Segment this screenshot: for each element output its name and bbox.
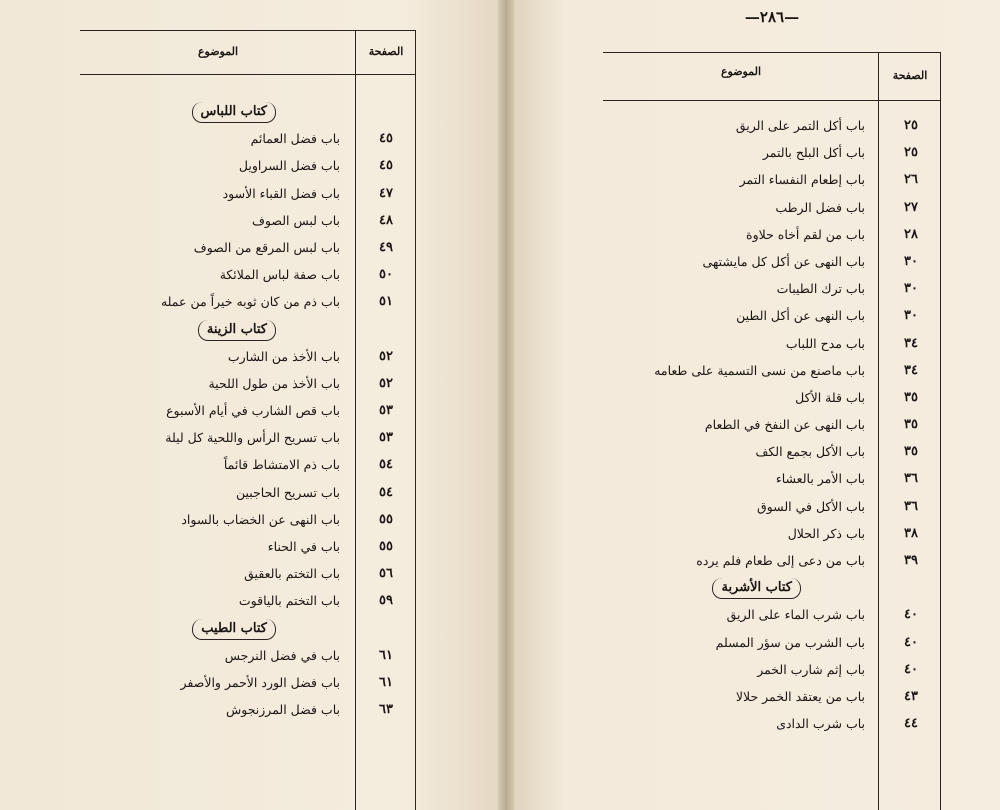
page-ref: ٦١ [379, 647, 393, 663]
page-ref: ٤٩ [379, 239, 393, 255]
table-header-rule [603, 100, 941, 101]
contents-row [80, 125, 416, 152]
page-ref: ٣٨ [904, 525, 918, 541]
page-ref: ٥٥ [379, 511, 393, 527]
page-ref: ٤٥ [379, 158, 393, 174]
page-ref: ٤٠ [904, 634, 918, 650]
contents-row [603, 601, 941, 628]
page-ref: ٥٩ [379, 593, 393, 609]
page-ref: ٣٥ [904, 444, 918, 460]
contents-row [80, 587, 416, 614]
contents-row [80, 669, 416, 696]
page-ref: ٦١ [379, 674, 393, 690]
contents-row [603, 384, 941, 411]
chapter-title: باب فضل القباء الأسود [222, 185, 340, 201]
page-ref: ٥٢ [379, 348, 393, 364]
book-gutter [498, 0, 514, 810]
page-ref: ٤٣ [904, 688, 918, 704]
page-ref: ٤٠ [904, 661, 918, 677]
contents-row [603, 221, 941, 248]
page-ref: ٢٥ [904, 145, 918, 161]
chapter-title: باب تسريح الرأس واللحية كل ليلة [165, 430, 340, 446]
number-column-header: الصفحة [368, 45, 404, 58]
chapter-title: باب فضل المرزنجوش [226, 702, 340, 718]
contents-row [80, 343, 416, 370]
left-contents-table [80, 30, 416, 810]
contents-row [80, 642, 416, 669]
contents-row [603, 710, 941, 737]
page-ref: ٣٥ [904, 389, 918, 405]
page-ref: ٤٥ [379, 131, 393, 147]
contents-row [80, 152, 416, 179]
contents-row [80, 261, 416, 288]
chapter-title: باب النهى عن الخضاب بالسواد [181, 511, 340, 527]
page-ref: ٢٥ [904, 118, 918, 133]
chapter-title: باب ذم الامتشاط قائماً [223, 457, 340, 473]
chapter-title: باب إثم شارب الخمر [757, 661, 865, 677]
chapter-title: باب الأكل في السوق [757, 498, 865, 514]
contents-row [603, 656, 941, 683]
chapter-title: باب تسريح الحاجبين [235, 484, 340, 500]
chapter-title: باب ماصنع من نسى التسمية على طعامه [654, 362, 865, 378]
section-title: كتاب اللباس [192, 102, 276, 123]
page-ref: ٥٤ [379, 457, 393, 473]
contents-row [80, 506, 416, 533]
page-ref: ٥٥ [379, 539, 393, 554]
page-ref: ٤٧ [379, 185, 393, 201]
chapter-title: باب لبس الصوف [251, 212, 340, 228]
page-ref: ٦٣ [379, 702, 393, 718]
page-ref: ٤٠ [904, 607, 918, 623]
page-ref: ٣٤ [904, 362, 918, 378]
contents-row [603, 438, 941, 465]
contents-row [603, 112, 941, 139]
section-title: كتاب الزينة [198, 320, 276, 341]
contents-row [603, 465, 941, 492]
chapter-title: باب الأكل بجمع الكف [755, 444, 865, 460]
page-ref: ٥٦ [379, 566, 393, 582]
chapter-title: باب في الحناء [267, 539, 340, 554]
contents-row [603, 411, 941, 438]
contents-row [603, 357, 941, 384]
contents-row [80, 451, 416, 478]
contents-row [80, 533, 416, 560]
contents-row [80, 207, 416, 234]
chapter-title: باب ذكر الحلال [787, 525, 865, 541]
section-heading [603, 574, 941, 601]
contents-row [603, 547, 941, 574]
chapter-title: باب شرب الدادى [776, 716, 865, 732]
page-ref: ٣٥ [904, 417, 918, 433]
chapter-title: باب الأخذ من طول اللحية [208, 375, 340, 391]
chapter-title: باب قلة الأكل [795, 389, 865, 405]
chapter-title: باب النهى عن أكل الطين [736, 308, 865, 324]
chapter-title: باب شرب الماء على الريق [726, 607, 865, 623]
chapter-title: باب مدح اللباب [785, 335, 865, 351]
page-ref: ٢٧ [904, 199, 918, 215]
topic-column-header: الموضوع [720, 65, 762, 78]
page-ref: ٣٦ [904, 498, 918, 514]
chapter-title: باب أكل التمر على الريق [735, 118, 865, 133]
chapter-title: باب الأمر بالعشاء [775, 471, 865, 487]
chapter-title: باب صفة لباس الملائكة [219, 267, 340, 283]
chapter-title: باب النهى عن النفخ في الطعام [704, 417, 865, 433]
chapter-title: باب التختم بالياقوت [238, 593, 340, 609]
left-rows [80, 98, 416, 723]
contents-row [80, 397, 416, 424]
page-ref: ٣٠ [904, 253, 918, 269]
chapter-title: باب فضل العمائم [250, 131, 340, 147]
contents-row [603, 520, 941, 547]
section-heading [80, 615, 416, 642]
contents-row [603, 683, 941, 710]
chapter-title: باب الأخذ من الشارب [227, 348, 340, 364]
page-ref: ٣٩ [904, 553, 918, 568]
page-ref: ٤٨ [379, 212, 393, 228]
page-ref: ٥٣ [379, 403, 393, 419]
chapter-title: باب الشرب من سؤر المسلم [715, 634, 865, 650]
contents-row [603, 166, 941, 193]
page-ref: ٣٠ [904, 281, 918, 297]
page-number: —٢٨٦— [744, 8, 800, 26]
page-ref: ٥٣ [379, 430, 393, 446]
section-title: كتاب الأشربة [712, 578, 801, 599]
chapter-title: باب قص الشارب في أيام الأسبوع [166, 403, 340, 419]
contents-row [80, 424, 416, 451]
chapter-title: باب من دعى إلى طعام فلم يرده [696, 553, 865, 568]
page-ref: ٥٤ [379, 484, 393, 500]
page-ref: ٣٤ [904, 335, 918, 351]
page-ref: ٥٢ [379, 375, 393, 391]
contents-row [603, 302, 941, 329]
contents-row [603, 330, 941, 357]
chapter-title: باب فضل السراويل [238, 158, 340, 174]
chapter-title: باب فضل الورد الأحمر والأصفر [180, 674, 340, 690]
right-contents-table [603, 52, 941, 810]
chapter-title: باب في فضل النرجس [224, 647, 340, 663]
contents-row [80, 560, 416, 587]
contents-row [80, 370, 416, 397]
page-ref: ٣٦ [904, 471, 918, 487]
chapter-title: باب التختم بالعقيق [244, 566, 340, 582]
page-ref: ٣٠ [904, 308, 918, 324]
contents-row [603, 275, 941, 302]
contents-row [603, 139, 941, 166]
contents-row [80, 180, 416, 207]
chapter-title: باب من لقم أخاه حلاوة [746, 226, 865, 242]
contents-row [603, 248, 941, 275]
section-title: كتاب الطيب [192, 619, 276, 640]
chapter-title: باب أكل البلح بالتمر [762, 145, 865, 161]
number-column-header: الصفحة [892, 69, 928, 82]
chapter-title: باب إطعام النفساء التمر [739, 172, 865, 188]
contents-row [80, 696, 416, 723]
page-ref: ٥١ [379, 294, 393, 310]
chapter-title: باب فضل الرطب [775, 199, 865, 215]
page-ref: ٢٦ [904, 172, 918, 188]
contents-row [603, 194, 941, 221]
page-ref: ٥٠ [379, 267, 393, 283]
chapter-title: باب ترك الطيبات [776, 281, 865, 297]
table-header-rule [80, 74, 416, 75]
chapter-title: باب النهى عن أكل كل مايشتهى [702, 253, 865, 269]
topic-column-header: الموضوع [197, 45, 239, 58]
chapter-title: باب من يعتقد الخمر حلالا [735, 688, 865, 704]
page-ref: ٤٤ [904, 716, 918, 732]
contents-row [80, 234, 416, 261]
chapter-title: باب ذم من كان ثوبه خيراً من عمله [160, 294, 340, 310]
contents-row [80, 479, 416, 506]
chapter-title: باب لبس المرقع من الصوف [193, 239, 340, 255]
section-heading [80, 98, 416, 125]
page-ref: ٢٨ [904, 226, 918, 242]
contents-row [603, 629, 941, 656]
contents-row [603, 493, 941, 520]
section-heading [80, 316, 416, 343]
contents-row [80, 288, 416, 315]
right-rows [603, 112, 941, 737]
